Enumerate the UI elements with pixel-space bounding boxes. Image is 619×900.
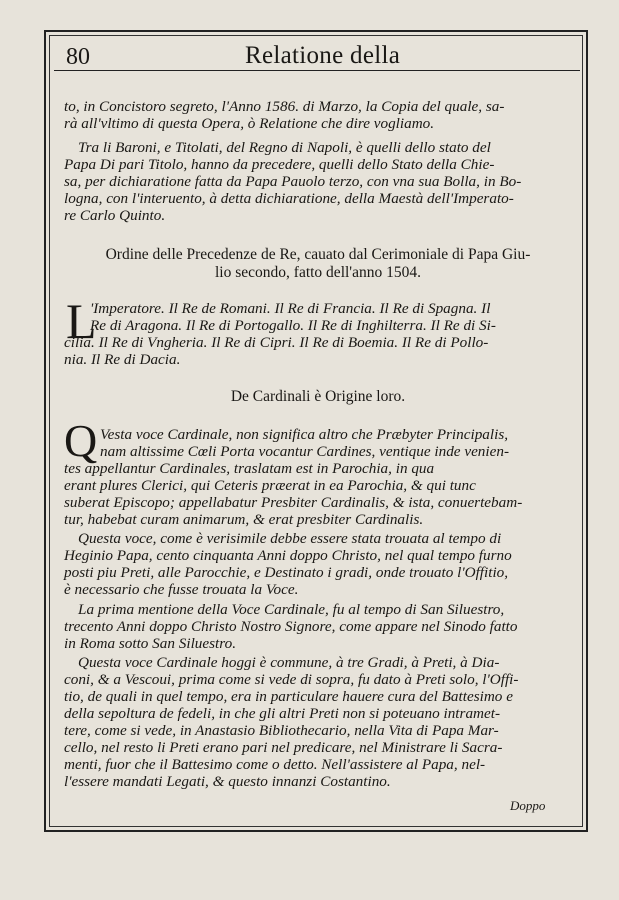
heading-line: De Cardinali è Origine loro. — [230, 388, 406, 405]
text-line: cilia. Il Re di Vngheria. Il Re di Cipri. Il Re di Boemia. Il Re di Pollo- — [64, 334, 489, 351]
text-line: Heginio Papa, cento cinquanta Anni doppo Christo, nel qual tempo furno — [64, 547, 512, 564]
heading-line: lio secondo, fatto dell'anno 1504. — [215, 264, 421, 281]
text-line: l'essere mandati Legati, & questo innanzi Costantino. — [64, 773, 391, 790]
text-line: nam altissime Cœli Porta vocantur Cardines, ventique inde venien- — [100, 443, 510, 460]
text-line: nia. Il Re di Dacia. — [64, 351, 181, 368]
text-line: suberat Episcopo; appellabatur Presbiter Cardinalis, & ista, conuertebam- — [64, 494, 523, 511]
text-line: Questa voce Cardinale hoggi è commune, à tre Gradi, à Preti, à Dia- — [78, 654, 500, 671]
text-line: è necessario che fusse trouata la Voce. — [64, 581, 299, 598]
paragraph-heginio — [64, 530, 572, 598]
page-header — [60, 40, 570, 70]
drop-capital-l: L — [66, 293, 97, 349]
text-line: cello, nel resto li Preti erano pari nel predicare, nel Ministrare li Sacra- — [64, 739, 503, 756]
text-line: della sepoltura de fedeli, in che gli altri Preti non si poteuano intramet- — [64, 705, 501, 722]
text-line: Tra li Baroni, e Titolati, del Regno di Napoli, è quelli dello stato del — [78, 139, 491, 156]
drop-capital-q: Q — [64, 415, 98, 466]
text-line: Questa voce, come è verisimile debbe essere stata trouata al tempo di — [78, 530, 502, 547]
text-line: posti piu Preti, alle Parocchie, e Destinato i gradi, onde trouato l'Offitio, — [64, 564, 509, 581]
section-heading-cardinali — [64, 388, 572, 406]
text-line: tur, habebat curam animarum, & erat presbiter Cardinalis. — [64, 511, 424, 528]
text-line: logna, con l'interuento, à detta dichiaratione, della Maestà dell'Imperato- — [64, 190, 514, 207]
text-line: tio, de quali in quel tempo, era in particulare hauere cura del Battesimo e — [64, 688, 513, 705]
heading-line: Ordine delle Precedenze de Re, cauato dal Cerimoniale di Papa Giu- — [105, 246, 531, 263]
paragraph-continuation — [64, 98, 572, 132]
paragraph-baroni — [64, 139, 572, 224]
section-heading-precedenze — [64, 246, 572, 282]
text-line: re Carlo Quinto. — [64, 207, 166, 224]
header-rule — [54, 70, 580, 71]
paragraph-kings-list — [64, 300, 572, 368]
text-line: rà all'vltimo di questa Opera, ò Relatione che dire vogliamo. — [64, 115, 435, 132]
text-line: coni, & a Vescoui, prima come si vede di sopra, fu dato à Preti solo, l'Offi- — [64, 671, 519, 688]
running-head: Relatione della — [245, 42, 401, 69]
text-line: trecento Anni doppo Christo Nostro Signore, come appare nel Sinodo fatto — [64, 618, 518, 635]
text-line: Vesta voce Cardinale, non significa altro che Præbyter Principalis, — [100, 426, 509, 443]
paragraph-siluestro — [64, 601, 572, 652]
text-line: erant plures Clerici, qui Ceteris præerat in ea Parochia, & qui tunc — [64, 477, 476, 494]
text-line: menti, fuor che il Battesimo come o detto. Nell'assistere al Papa, nel- — [64, 756, 486, 773]
text-line: sa, per dichiaratione fatta da Papa Pauolo terzo, con vna sua Bolla, in Bo- — [64, 173, 522, 190]
paragraph-tre-gradi — [64, 654, 572, 790]
text-line: Re di Aragona. Il Re di Portogallo. Il Re di Inghilterra. Il Re di Si- — [90, 317, 496, 334]
text-line: to, in Concistoro segreto, l'Anno 1586. di Marzo, la Copia del quale, sa- — [64, 98, 505, 115]
text-line: tere, come si vede, in Anastasio Bibliothecario, nella Vita di Papa Mar- — [64, 722, 499, 739]
text-line: Papa Di pari Titolo, hanno da precedere, quelli dello Stato della Chie- — [64, 156, 495, 173]
text-line: in Roma sotto San Siluestro. — [64, 635, 236, 652]
paragraph-cardinale-definition — [64, 426, 572, 528]
catchword: Doppo — [510, 798, 546, 813]
text-line: tes appellantur Cardinales, traslatam est in Parochia, in qua — [64, 460, 435, 477]
page-number: 80 — [66, 44, 90, 70]
text-line: La prima mentione della Voce Cardinale, fu al tempo di San Siluestro, — [78, 601, 505, 618]
text-line: 'Imperatore. Il Re de Romani. Il Re di Francia. Il Re di Spagna. Il — [90, 300, 491, 317]
